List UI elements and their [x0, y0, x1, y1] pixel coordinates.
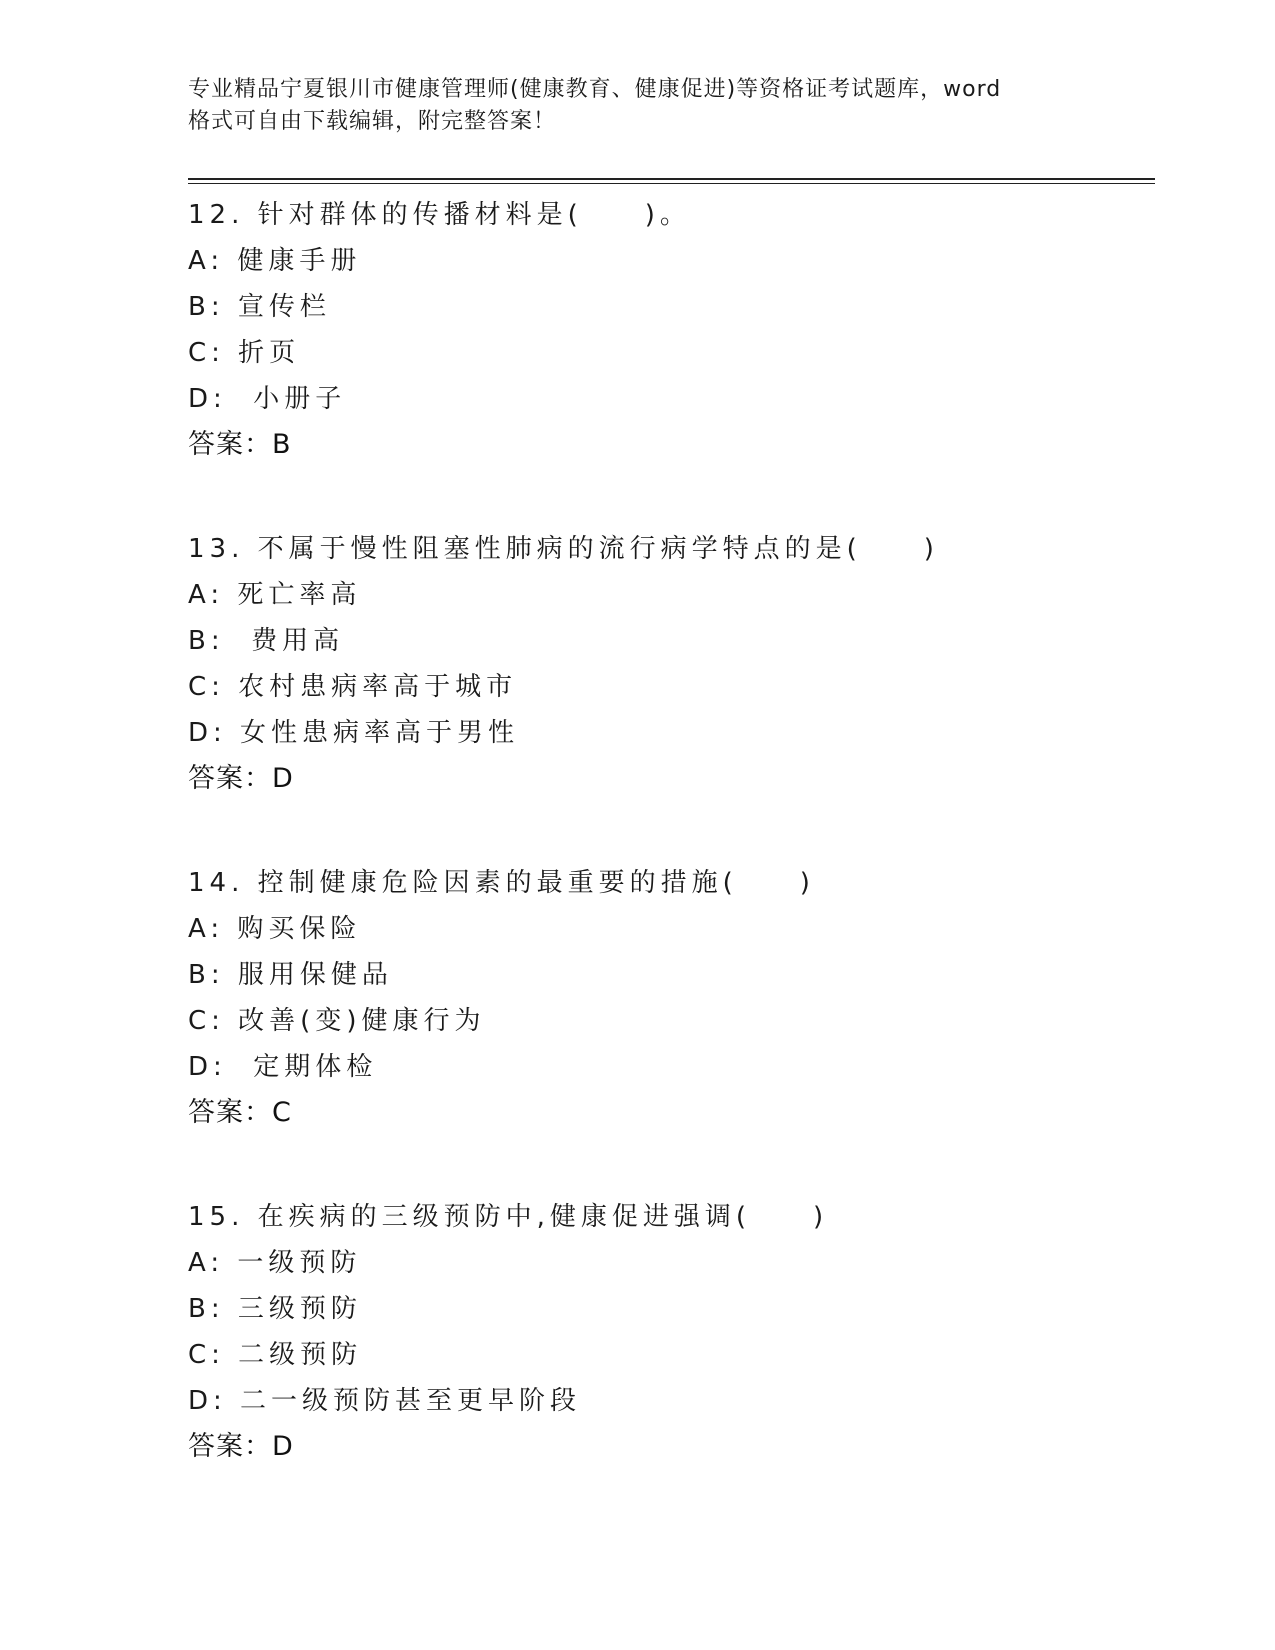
option-c: C: 改善(变)健康行为: [188, 1006, 486, 1036]
header-divider-thin: [188, 183, 1155, 184]
answer-text: 答案：C: [188, 1097, 292, 1128]
option-a: A: 购买保险: [188, 914, 362, 944]
option-d: D: 女性患病率高于男性: [188, 718, 520, 748]
header-divider-thick: [188, 178, 1155, 180]
option-b: B: 费用高: [188, 626, 345, 656]
header-line-1: 专业精品宁夏银川市健康管理师(健康教育、健康促进)等资格证考试题库，word: [188, 77, 1002, 102]
option-d: D: 定期体检: [188, 1052, 378, 1082]
option-c: C: 二级预防: [188, 1340, 363, 1370]
question-13: [188, 526, 1138, 802]
header-line-2: 格式可自由下载编辑，附完整答案！: [188, 109, 557, 134]
document-header: [188, 74, 1078, 138]
option-a: A: 死亡率高: [188, 580, 362, 610]
answer-text: 答案：D: [188, 1431, 294, 1462]
option-b: B: 宣传栏: [188, 292, 331, 322]
option-d: D: 二一级预防甚至更早阶段: [188, 1386, 582, 1416]
option-c: C: 折页: [188, 338, 301, 368]
answer-text: 答案：D: [188, 763, 294, 794]
question-14: [188, 860, 1138, 1136]
option-d: D: 小册子: [188, 384, 347, 414]
option-b: B: 服用保健品: [188, 960, 393, 990]
option-b: B: 三级预防: [188, 1294, 362, 1324]
option-a: A: 一级预防: [188, 1248, 362, 1278]
question-stem: 13. 不属于慢性阻塞性肺病的流行病学特点的是( ): [188, 534, 939, 564]
answer-text: 答案：B: [188, 429, 292, 460]
question-stem: 14. 控制健康危险因素的最重要的措施( ): [188, 868, 815, 898]
question-list: [188, 192, 1138, 1528]
option-c: C: 农村患病率高于城市: [188, 672, 518, 702]
question-15: [188, 1194, 1138, 1470]
question-stem: 15. 在疾病的三级预防中,健康促进强调( ): [188, 1202, 829, 1232]
option-a: A: 健康手册: [188, 246, 362, 276]
question-12: [188, 192, 1138, 468]
question-stem: 12. 针对群体的传播材料是( )。: [188, 200, 691, 230]
